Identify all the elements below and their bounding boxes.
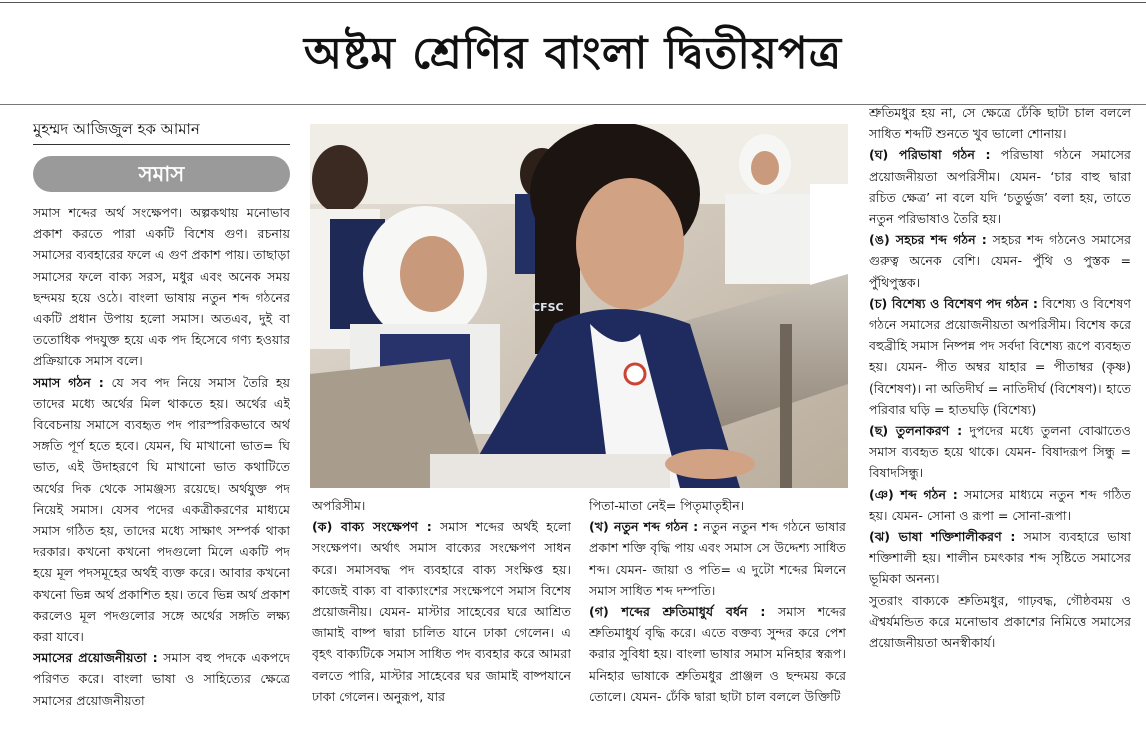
paragraph: (গ) শব্দের শ্রুতিমাধুর্য বর্ধন : সমাস শব্দের শ্রুতিমাধুর্য বৃদ্ধি করে। এতে বক্তব্য সুন্দর করে পেশ করার সুবিধা হয়। বাংলা ভাষার সমাস মনিহার স্বরূপ। মনিহার ভাষাকে শ্রুতিমধুর প্রাঞ্জল ও ছন্দময় করে তোলে। যেমন- ঢেঁকি দ্বারা ছাটা চাল বললে উক্তিটি (589, 604, 846, 704)
paragraph: (ক) বাক্য সংক্ষেপণ : সমাস শব্দের অর্থই হলো সংক্ষেপণ। অর্থাৎ সমাস বাক্যের সংক্ষেপণ সাধন করে। সমাসবদ্ধ পদ ব্যবহারে বাক্য সংক্ষিপ্ত হয়। কাজেই বাক্য বা বাক্যাংশের সংক্ষেপণে সমাস বিশেষ প্রয়োজনীয়। যেমন- মাস্টার সাহেবের ঘরে আশ্রিত জামাই বাষ্প দ্বারা চালিত যানে ঢাকা গেলেন। এ বৃহৎ বাক্যটিকে সমাস সাধিত পদ ব্যবহার করে আমরা বলতে পারি, মাস্টার সাহেবের ঘর জামাই বাষ্পযানে ঢাকা গেলেন। অনুরূপ, যার (312, 519, 571, 704)
jersey-text: CFSC (532, 301, 564, 314)
paragraph-label: (ক) বাক্য সংক্ষেপণ : (312, 519, 432, 535)
paragraph: (চ) বিশেষ্য ও বিশেষণ পদ গঠন : বিশেষ্য ও বিশেষণ গঠনে সমাসের প্রয়োজনীয়তা অপরিসীম। বিশেষ করে বহুব্রীহি সমাস নিষ্পন্ন পদ সর্বদা বিশেষ্য রূপে ব্যবহৃত হয়। যেমন- পীত অম্বর যাহার = পীতাম্বর (কৃষ্ণ) (বিশেষণ)। না অতিদীর্ঘ = নাতিদীর্ঘ (বিশেষণ)। হাতে পরিবার ঘড়ি = হাতঘড়ি (বিশেষ্য) (869, 295, 1131, 417)
column-4 (869, 102, 1131, 738)
column-3 (589, 495, 846, 738)
paragraph-label: (ঙ) সহচর শব্দ গঠন : (869, 232, 987, 248)
paragraph-label: সমাসের প্রয়োজনীয়তা : (33, 650, 158, 666)
photo-illustration (310, 124, 848, 488)
paragraph-label: (খ) নতুন শব্দ গঠন : (589, 519, 699, 535)
paragraph: সমাস গঠন : যে সব পদ নিয়ে সমাস তৈরি হয় তাদের মধ্যে অর্থের মিল থাকতে হয়। অর্থের এই বিবেচনায় সমাসে ব্যবহৃত পদ পারস্পরিকভাবে অর্থ সঙ্গতি পূর্ণ হতে হবে। যেমন, ঘি মাখানো ভাত= ঘি ভাত, এই উদাহরণে ঘি মাখানো ভাত কথাটিতে অর্থের দিক থেকে সামঞ্জস্য রয়েছে। অর্থযুক্ত পদ নিয়েই সমাস। যেসব পদের একত্রীকরণের মাধ্যমে সমাস গঠিত হয়, তাদের মধ্যে সাক্ষাৎ সম্পর্ক থাকা দরকার। কখনো কখনো পদগুলো মিলে একটি পদ হয়ে মূল পদসমূহের অর্থই ব্যক্ত করে। আবার কখনো কখনো ভিন্ন অর্থ প্রকাশিত হয়। তবে ভিন্ন অর্থ প্রকাশ করলেও মূল পদগুলোর সঙ্গে অর্থের সঙ্গতি লক্ষ্য করা যাবে। (33, 374, 290, 645)
top-rule (0, 2, 1146, 3)
paragraph-label: সমাস গঠন : (33, 374, 104, 390)
section-heading: সমাস (33, 156, 290, 192)
paragraph: (ঙ) সহচর শব্দ গঠন : সহচর শব্দ গঠনেও সমাসের গুরুত্ব অনেক বেশি। যেমন- পুঁথি ও পুস্তক = পুঁথিপুস্তক। (869, 232, 1131, 290)
paragraph: (খ) নতুন শব্দ গঠন : নতুন নতুন শব্দ গঠনে ভাষার প্রকাশ শক্তি বৃদ্ধি পায় এবং সমাস সে উদ্দেশ্য সাধিত শব্দ। যেমন- জায়া ও পতি= এ দুটো শব্দের মিলনে সমাস সাধিত শব্দ দম্পতি। (589, 519, 846, 598)
paragraph: সুতরাং বাক্যকে শ্রুতিমধুর, গাঢ়বদ্ধ, গৌষ্ঠবময় ও ঐশ্বর্যমন্ডিত করে মনোভাব প্রকাশের নিমিত্তে সমাসের প্রয়োজনীয়তা অনস্বীকার্য। (869, 592, 1131, 651)
paragraph: শ্রুতিমধুর হয় না, সে ক্ষেত্রে ঢেঁকি ছাটা চাল বললে সাধিত শব্দটি শুনতে খুব ভালো শোনায়। (869, 105, 1131, 142)
paragraph: (ঘ) পরিভাষা গঠন : পরিভাষা গঠনে সমাসের প্রয়োজনীয়তা অপরিসীম। যেমন- ‘চার বাহু দ্বারা রচিত ক্ষেত্র’ না বলে যদি ‘চতুর্ভুজ’ বলা হয়, তাতে নতুন পরিভাষাও তৈরি হয়। (869, 147, 1131, 227)
paragraph: সমাস শব্দের অর্থ সংক্ষেপণ। অল্পকথায় মনোভাব প্রকাশ করতে পারা একটি বিশেষ গুণ। রচনায় সমাসের ব্যবহারের ফলে এ গুণ প্রকাশ পায়। তাছাড়া সমাসের ফলে বাক্য সরস, মধুর এবং অনেক সময় ছন্দময় হয়ে ওঠে। বাংলা ভাষায় নতুন শব্দ গঠনের একটি প্রধান উপায় হলো সমাস। অতএব, দুই বা ততোধিক পদযুক্ত হয়ে এক পদ হিসেবে গণ্য হওয়ার প্রক্রিয়াকে সমাস বলে। (33, 205, 290, 369)
paragraph: সমাসের প্রয়োজনীয়তা : সমাস বহু পদকে একপদে পরিণত করে। বাংলা ভাষা ও সাহিত্যের ক্ষেত্রে সমাসের প্রয়োজনীয়তা (33, 650, 290, 708)
paragraph: (ঝ) ভাষা শক্তিশালীকরণ : সমাস ব্যবহারে ভাষা শক্তিশালী হয়। শালীন চমৎকার শব্দ সৃষ্টিতে সমাসের ভূমিকা অনন্য। (869, 529, 1131, 587)
paragraph-label: (চ) বিশেষ্য ও বিশেষণ পদ গঠন : (869, 295, 1038, 311)
paragraph-label: (ছ) তুলনাকরণ : (869, 423, 963, 439)
paragraph-label: (ঞ) শব্দ গঠন : (869, 486, 958, 502)
page-title: অষ্টম শ্রেণির বাংলা দ্বিতীয়পত্র (303, 28, 843, 79)
paragraph-label: (গ) শব্দের শ্রুতিমাধুর্য বর্ধন : (589, 604, 766, 620)
paragraph: পিতা-মাতা নেই= পিতৃমাতৃহীন। (589, 498, 745, 513)
paragraph: অপরিসীম। (312, 498, 366, 513)
author-byline: মুহম্মদ আজিজুল হক আমান (33, 118, 290, 145)
paragraph-label: (ঝ) ভাষা শক্তিশালীকরণ : (869, 529, 1016, 545)
column-1 (33, 202, 290, 738)
paragraph-label: (ঘ) পরিভাষা গঠন : (869, 147, 991, 163)
paragraph: (ঞ) শব্দ গঠন : সমাসের মাধ্যমে নতুন শব্দ গঠিত হয়। যেমন- সোনা ও রূপা = সোনা-রূপা। (869, 486, 1131, 523)
paragraph: (ছ) তুলনাকরণ : দুপদের মধ্যে তুলনা বোঝাতেও সমাস ব্যবহৃত হয়ে থাকে। যেমন- বিষাদরূপ সিন্ধু = বিষাদসিন্ধু। (869, 423, 1131, 481)
exam-hall-photo (310, 124, 848, 488)
column-2 (312, 495, 571, 738)
